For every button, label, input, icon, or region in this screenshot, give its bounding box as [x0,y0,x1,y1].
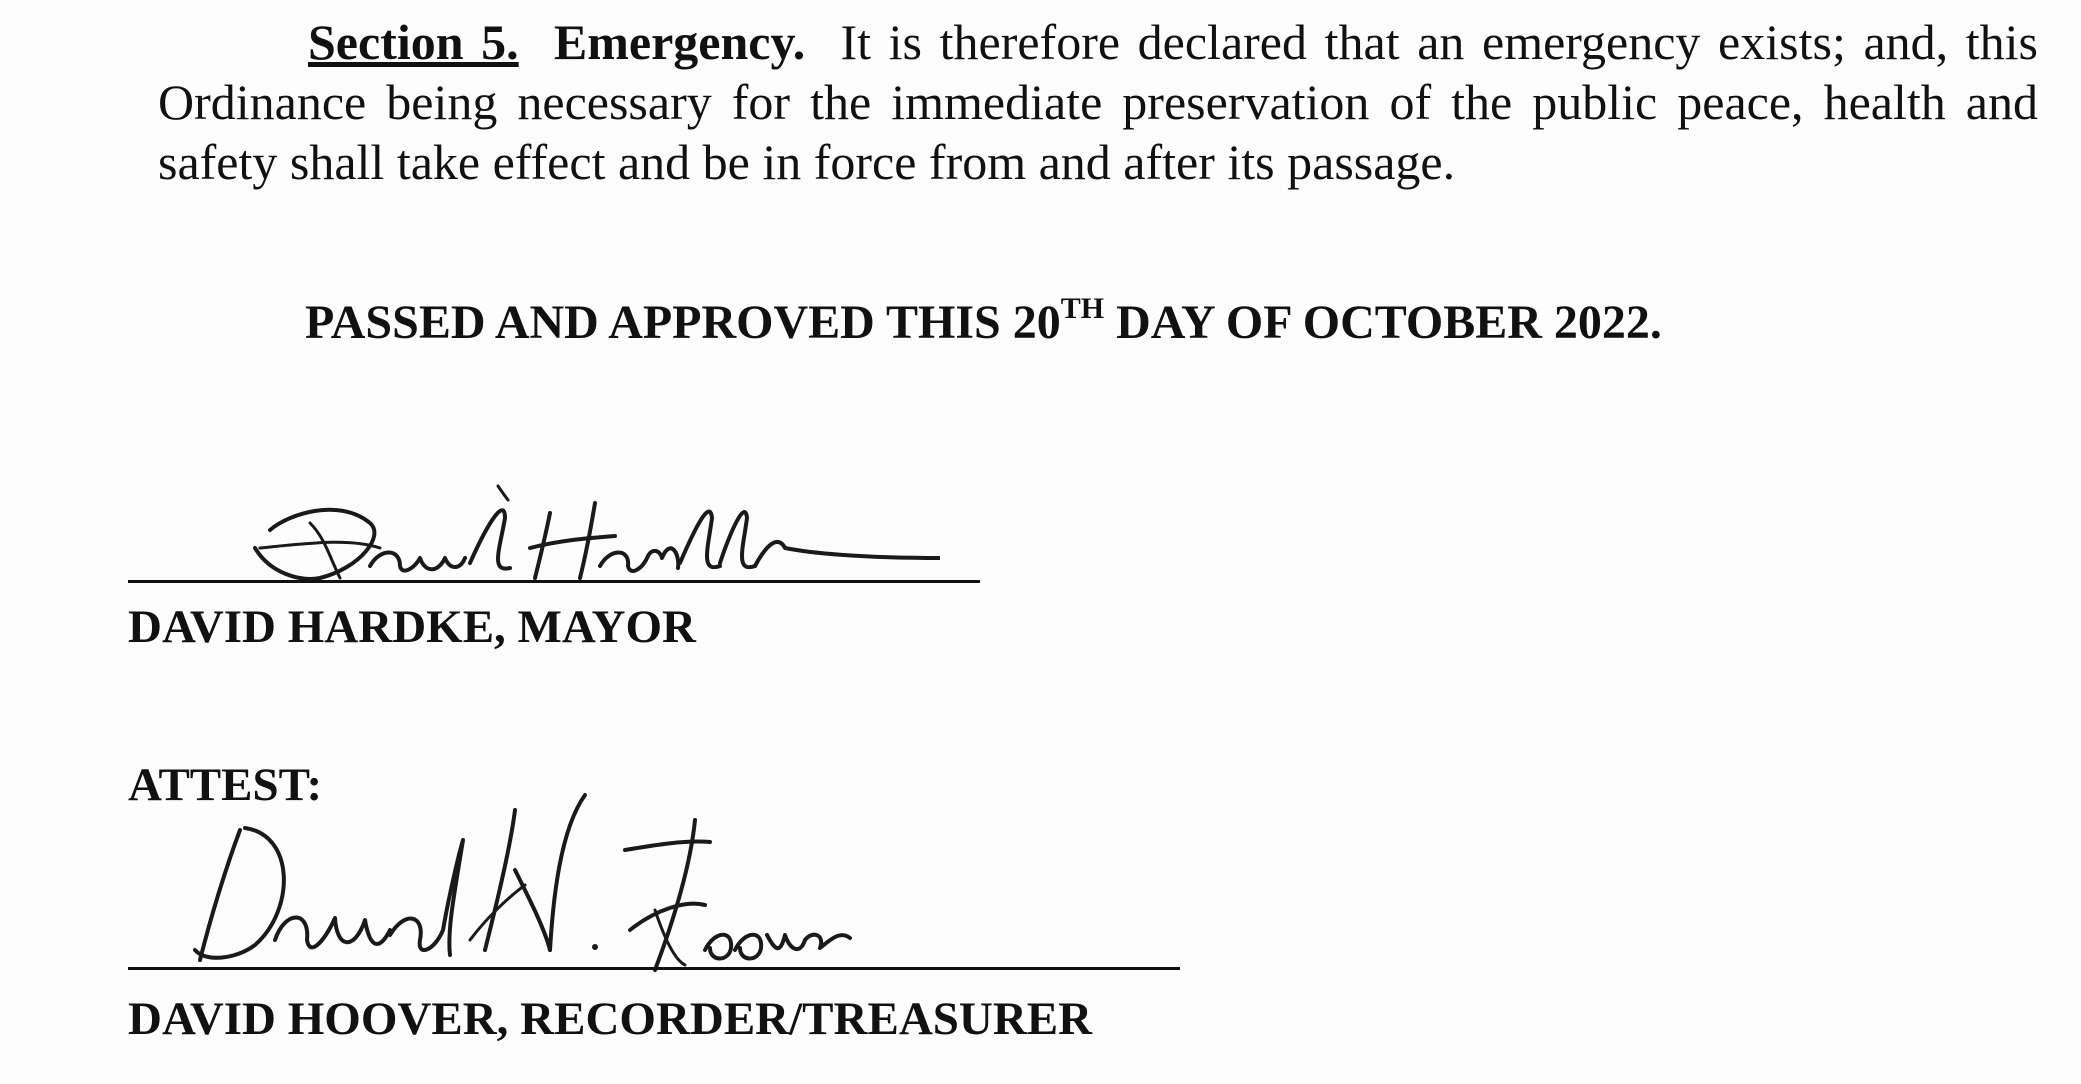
recorder-signature-drawing [185,790,865,975]
passed-and-approved-line [305,292,1662,350]
section-body: It is therefore declared that an emergency exists; and, this Ordinance being necessary for the immediate preservation of the public peace, health and safety shall take effect and be in force from and after its passage. [158,14,2039,190]
attest-label: ATTEST: [128,759,323,811]
paragraph-indent [158,14,308,70]
recorder-name-title: DAVID HOOVER, RECORDER/TREASURER [128,993,1093,1045]
section-heading: Emergency. [553,14,806,70]
mayor-signature [250,478,940,588]
passed-text: PASSED AND APPROVED THIS 20 [305,296,1061,349]
mayor-signature-drawing [250,478,940,588]
section-5-paragraph [158,12,2038,192]
section-number: Section 5. [308,14,519,70]
recorder-signature-line [128,967,1180,970]
passed-ordinal-suffix: TH [1060,292,1105,325]
recorder-signature [185,790,865,975]
mayor-name-title: DAVID HARDKE, MAYOR [128,601,696,653]
mayor-signature-line [128,580,980,583]
passed-date-text: DAY OF OCTOBER 2022. [1104,296,1662,349]
